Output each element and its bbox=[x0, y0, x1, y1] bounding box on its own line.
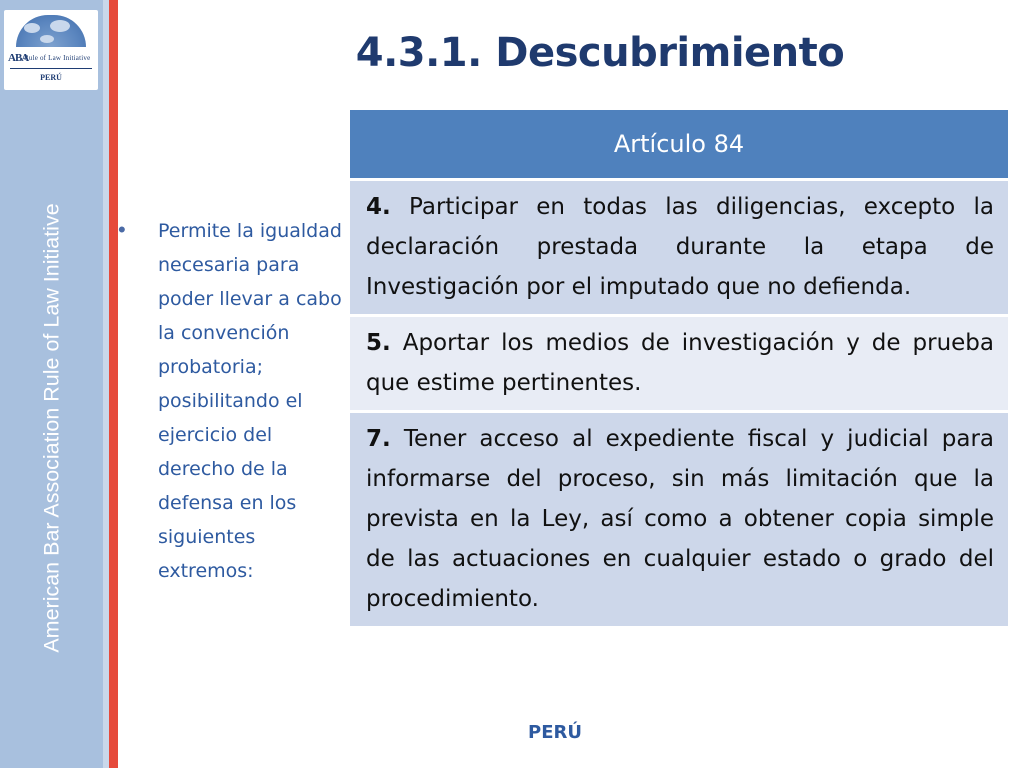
globe-icon bbox=[16, 15, 86, 47]
row-text: Aportar los medios de investigación y de prueba que estime pertinentes. bbox=[366, 330, 994, 396]
table-header: Artículo 84 bbox=[350, 110, 1008, 181]
logo-name: Rule of Law Initiative bbox=[24, 54, 91, 62]
row-text: Tener acceso al expediente fiscal y judicial para informarse del proceso, sin más limitación que la prevista en la Ley, así como a obtener copia simple de las actuaciones en cualquier estado o grado del procedimiento. bbox=[366, 426, 994, 612]
logo-divider bbox=[10, 68, 92, 69]
bullet-text: Permite la igualdad necesaria para poder llevar a cabo la convención probatoria; posibilitando el ejercicio del derecho de la defensa en los siguientes extremos: bbox=[158, 220, 342, 582]
logo-mark: ABA bbox=[8, 52, 29, 64]
table-row bbox=[350, 317, 1008, 413]
slide-title: 4.3.1. Descubrimiento bbox=[355, 30, 845, 76]
sidebar-accent-stripe bbox=[109, 0, 118, 768]
logo-country: PERÚ bbox=[40, 73, 62, 82]
footer-country: PERÚ bbox=[528, 722, 582, 743]
article-table bbox=[350, 110, 1008, 626]
sidebar bbox=[0, 0, 103, 768]
table-row bbox=[350, 413, 1008, 626]
sidebar-vertical-label: American Bar Association Rule of Law Initiative bbox=[39, 203, 64, 653]
row-text: Participar en todas las diligencias, excepto la declaración prestada durante la etapa de Investigación por el imputado que no defienda. bbox=[366, 194, 994, 300]
table-row bbox=[350, 181, 1008, 317]
aba-logo bbox=[4, 10, 98, 90]
bullet-icon: • bbox=[118, 217, 126, 242]
row-number: 5. bbox=[366, 330, 391, 356]
row-number: 4. bbox=[366, 194, 391, 220]
row-number: 7. bbox=[366, 426, 391, 452]
